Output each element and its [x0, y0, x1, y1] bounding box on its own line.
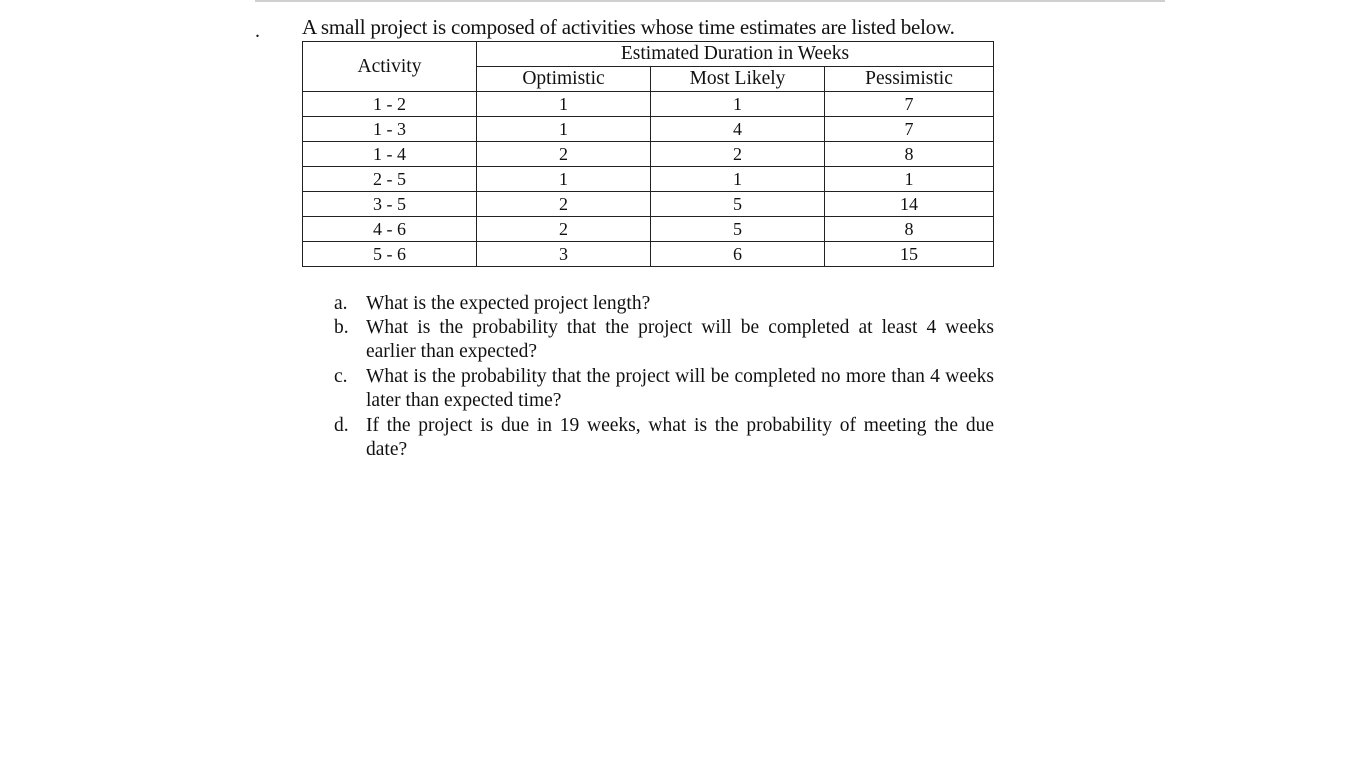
- activity-cell: 2 - 5: [303, 167, 477, 192]
- duration-cell: 15: [825, 242, 994, 267]
- duration-cell: 5: [651, 192, 825, 217]
- column-header: Most Likely: [651, 67, 825, 92]
- duration-cell: 1: [651, 167, 825, 192]
- activity-header: Activity: [303, 42, 477, 92]
- question-label: b.: [334, 317, 349, 338]
- question-item: [334, 292, 994, 316]
- duration-cell: 8: [825, 217, 994, 242]
- duration-cell: 5: [651, 217, 825, 242]
- list-bullet: .: [255, 20, 260, 42]
- intro-text: A small project is composed of activities whose time estimates are listed below.: [302, 15, 955, 39]
- duration-cell: 2: [477, 142, 651, 167]
- duration-cell: 7: [825, 117, 994, 142]
- duration-cell: 1: [477, 117, 651, 142]
- activity-cell: 4 - 6: [303, 217, 477, 242]
- column-header: Pessimistic: [825, 67, 994, 92]
- question-item: [334, 414, 994, 463]
- table-row: [303, 192, 994, 217]
- question-text: What is the probability that the project will be completed no more than 4 weeks later than expected time?: [366, 366, 994, 412]
- table-row: [303, 92, 994, 117]
- table-row: [303, 217, 994, 242]
- duration-cell: 1: [477, 167, 651, 192]
- question-label: a.: [334, 293, 348, 314]
- activity-cell: 1 - 2: [303, 92, 477, 117]
- duration-cell: 1: [825, 167, 994, 192]
- duration-cell: 6: [651, 242, 825, 267]
- question-text: What is the probability that the project will be completed at least 4 weeks earlier than expected?: [366, 317, 994, 363]
- column-header: Optimistic: [477, 67, 651, 92]
- duration-cell: 1: [477, 92, 651, 117]
- duration-cell: 1: [651, 92, 825, 117]
- table-row: [303, 142, 994, 167]
- duration-cell: 2: [477, 217, 651, 242]
- table-row: [303, 117, 994, 142]
- duration-cell: 2: [651, 142, 825, 167]
- activity-estimates-table: [302, 41, 994, 267]
- duration-cell: 4: [651, 117, 825, 142]
- question-label: d.: [334, 415, 349, 436]
- top-divider: [255, 0, 1165, 2]
- duration-cell: 7: [825, 92, 994, 117]
- duration-cell: 3: [477, 242, 651, 267]
- activity-cell: 1 - 3: [303, 117, 477, 142]
- table-row: [303, 242, 994, 267]
- duration-cell: 14: [825, 192, 994, 217]
- table-row: [303, 167, 994, 192]
- question-label: c.: [334, 366, 348, 387]
- question-item: [334, 316, 994, 365]
- activity-cell: 5 - 6: [303, 242, 477, 267]
- duration-group-header: Estimated Duration in Weeks: [477, 42, 994, 67]
- duration-cell: 2: [477, 192, 651, 217]
- activity-cell: 1 - 4: [303, 142, 477, 167]
- question-text: If the project is due in 19 weeks, what is the probability of meeting the due date?: [366, 415, 994, 461]
- activity-cell: 3 - 5: [303, 192, 477, 217]
- question-item: [334, 365, 994, 414]
- question-text: What is the expected project length?: [366, 293, 651, 314]
- duration-cell: 8: [825, 142, 994, 167]
